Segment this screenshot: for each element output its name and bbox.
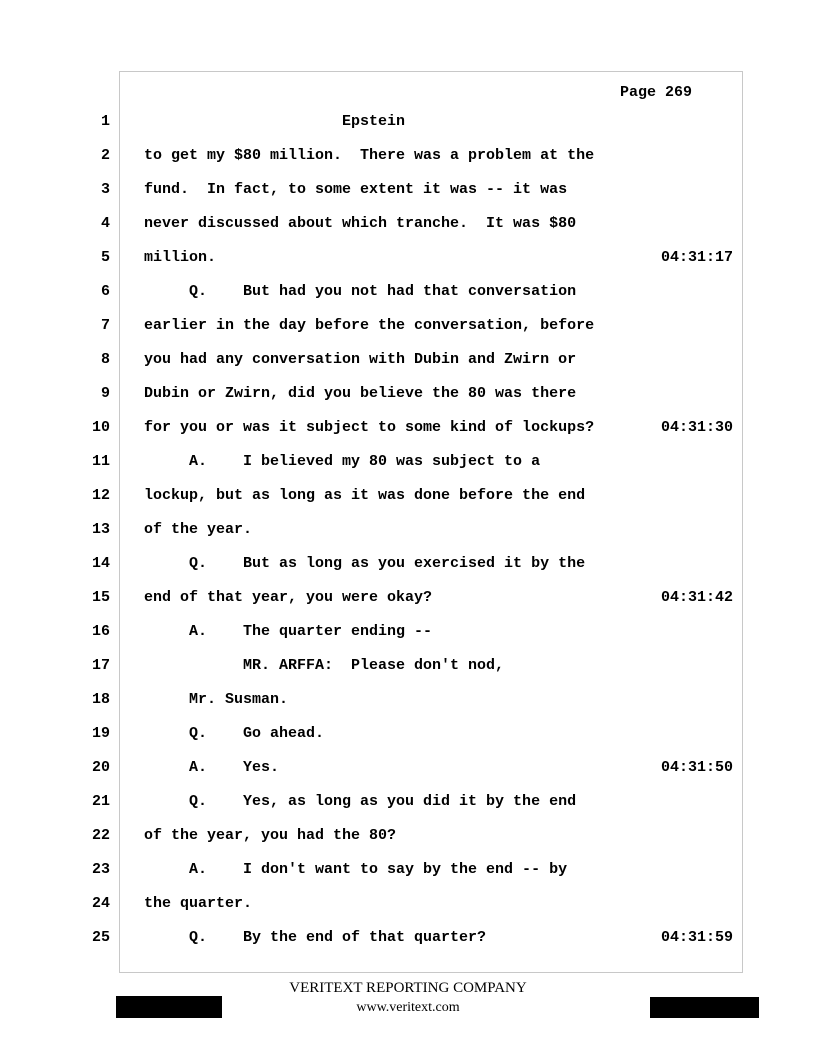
timestamp: 04:31:30 bbox=[661, 419, 734, 436]
transcript-line bbox=[0, 419, 816, 453]
line-text: Q. But as long as you exercised it by the bbox=[144, 555, 586, 572]
line-text: earlier in the day before the conversation, before bbox=[144, 317, 595, 334]
transcript-line bbox=[0, 725, 816, 759]
line-number: 18 bbox=[91, 691, 110, 708]
transcript-line bbox=[0, 283, 816, 317]
line-text: never discussed about which tranche. It was $80 bbox=[144, 215, 577, 232]
footer-company: VERITEXT REPORTING COMPANY bbox=[289, 980, 527, 996]
line-text: to get my $80 million. There was a problem at the bbox=[144, 147, 595, 164]
line-number: 13 bbox=[91, 521, 110, 538]
page-number: Page 269 bbox=[620, 84, 693, 101]
line-number: 20 bbox=[91, 759, 110, 776]
transcript-line bbox=[0, 793, 816, 827]
line-number: 23 bbox=[91, 861, 110, 878]
line-text: end of that year, you were okay? bbox=[144, 589, 433, 606]
line-text: A. I believed my 80 was subject to a bbox=[144, 453, 541, 470]
line-number: 21 bbox=[91, 793, 110, 810]
line-text: for you or was it subject to some kind of lockups? bbox=[144, 419, 595, 436]
line-text: A. I don't want to say by the end -- by bbox=[144, 861, 568, 878]
line-text: of the year. bbox=[144, 521, 253, 538]
transcript-line bbox=[0, 147, 816, 181]
line-number: 4 bbox=[100, 215, 110, 232]
line-number: 12 bbox=[91, 487, 110, 504]
line-number: 2 bbox=[100, 147, 110, 164]
transcript-line bbox=[0, 555, 816, 589]
line-number: 17 bbox=[91, 657, 110, 674]
line-text: Q. Yes, as long as you did it by the end bbox=[144, 793, 577, 810]
line-number: 3 bbox=[100, 181, 110, 198]
transcript-line bbox=[0, 351, 816, 385]
transcript-lines bbox=[0, 113, 816, 963]
line-number: 7 bbox=[100, 317, 110, 334]
timestamp: 04:31:59 bbox=[661, 929, 734, 946]
line-text: A. The quarter ending -- bbox=[144, 623, 433, 640]
footer-url: www.veritext.com bbox=[356, 1000, 460, 1015]
line-number: 14 bbox=[91, 555, 110, 572]
line-number: 8 bbox=[100, 351, 110, 368]
transcript-line bbox=[0, 589, 816, 623]
timestamp: 04:31:17 bbox=[661, 249, 734, 266]
line-text: the quarter. bbox=[144, 895, 253, 912]
transcript-line bbox=[0, 215, 816, 249]
redaction-block-right bbox=[650, 997, 759, 1018]
line-number: 1 bbox=[100, 113, 110, 130]
transcript-line bbox=[0, 113, 816, 147]
transcript-line bbox=[0, 759, 816, 793]
transcript-line bbox=[0, 827, 816, 861]
line-number: 9 bbox=[100, 385, 110, 402]
line-number: 19 bbox=[91, 725, 110, 742]
transcript-line bbox=[0, 861, 816, 895]
line-text: fund. In fact, to some extent it was -- it was bbox=[144, 181, 568, 198]
line-text: A. Yes. bbox=[144, 759, 280, 776]
line-number: 6 bbox=[100, 283, 110, 300]
line-text: Q. By the end of that quarter? bbox=[144, 929, 487, 946]
transcript-line bbox=[0, 249, 816, 283]
line-number: 10 bbox=[91, 419, 110, 436]
transcript-line bbox=[0, 521, 816, 555]
timestamp: 04:31:50 bbox=[661, 759, 734, 776]
transcript-line bbox=[0, 453, 816, 487]
line-number: 22 bbox=[91, 827, 110, 844]
transcript-line bbox=[0, 929, 816, 963]
transcript-line bbox=[0, 691, 816, 725]
line-text: million. bbox=[144, 249, 217, 266]
line-number: 5 bbox=[100, 249, 110, 266]
line-text: of the year, you had the 80? bbox=[144, 827, 397, 844]
line-number: 11 bbox=[91, 453, 110, 470]
line-text: Dubin or Zwirn, did you believe the 80 was there bbox=[144, 385, 577, 402]
transcript-line bbox=[0, 623, 816, 657]
transcript-line bbox=[0, 385, 816, 419]
line-text: you had any conversation with Dubin and Zwirn or bbox=[144, 351, 577, 368]
transcript-line bbox=[0, 181, 816, 215]
transcript-line bbox=[0, 895, 816, 929]
line-number: 24 bbox=[91, 895, 110, 912]
line-number: 16 bbox=[91, 623, 110, 640]
line-text: Mr. Susman. bbox=[144, 691, 289, 708]
line-text: Q. But had you not had that conversation bbox=[144, 283, 577, 300]
line-number: 25 bbox=[91, 929, 110, 946]
line-number: 15 bbox=[91, 589, 110, 606]
transcript-line bbox=[0, 487, 816, 521]
timestamp: 04:31:42 bbox=[661, 589, 734, 606]
line-text: MR. ARFFA: Please don't nod, bbox=[144, 657, 505, 674]
transcript-line bbox=[0, 657, 816, 691]
line-text: lockup, but as long as it was done before the end bbox=[144, 487, 586, 504]
redaction-block-left bbox=[116, 996, 222, 1018]
line-text: Epstein bbox=[144, 113, 406, 130]
transcript-line bbox=[0, 317, 816, 351]
line-text: Q. Go ahead. bbox=[144, 725, 325, 742]
